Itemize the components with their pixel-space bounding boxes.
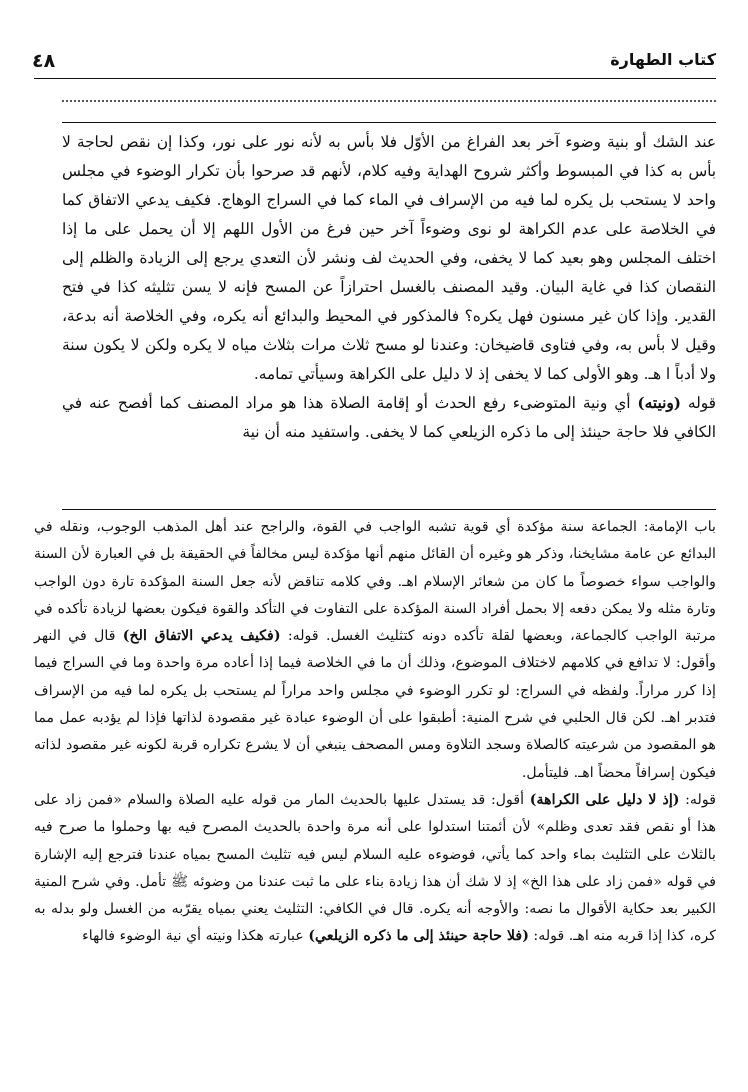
running-head: كتاب الطهارة: [610, 50, 716, 69]
footnote-paragraph-2: [34, 787, 716, 951]
fn2-text-a: قوله:: [679, 791, 716, 808]
header-rule: [34, 78, 716, 79]
fn2-text-c: عبارته هكذا ونيته أي نية الوضوء فالهاء: [82, 928, 309, 945]
fn1-heading: (فكيف يدعي الاتفاق الخ): [122, 628, 281, 645]
main-text-top-rule: [62, 122, 716, 123]
main-paragraph-2: [62, 389, 716, 447]
footnote-separator-rule: [62, 509, 716, 510]
fn2-heading-2: (فلا حاجة حينئذ إلى ما ذكره الزيلعي): [308, 928, 529, 945]
fn2-heading-1: (إذ لا دليل على الكراهة): [529, 791, 680, 808]
fn1-text-b: قال في النهر وأقول: لا تدافع في كلامهم لاختلاف الموضوع، وذلك أن ما في الخلاصة فيما إذا أعاده مرة واحدة وما في السراج فيما إذا كرر مراراً. ولفظه في السراج: لو تكرر الوضوء في مجلس واحد مراراً لم يستحب بل يكره لما فيه من الإسراف فتدبر اهـ. لكن قال الحلبي في شرح المنية: أطبقوا على أن الوضوء عبادة غير مقصودة لذاتها فإذا لم يؤدبه عمل مما هو المقصود من شرعيته كالصلاة وسجد التلاوة ومس المصحف ينبغي أن لا يشرع تكراره قربة لكونه غير مقصود لذاته فيكون إسرافاً محضاً اهـ. فليتأمل.: [34, 628, 716, 781]
main-p2-heading: (ونيته): [637, 394, 681, 412]
footnote-commentary: [34, 514, 716, 951]
page-header: [32, 48, 716, 76]
fn1-text-a: باب الإمامة: الجماعة سنة مؤكدة أي قوية تشبه الواجب في القوة، والراجح عند أهل المذهب الوجوب، ونقله في البدائع عن عامة مشايخنا، وذكر هو وغيره أن القائل منهم أنها مؤكدة ليس مخالفاً في الحقيقة بل في العبارة لأن السنة والواجب سواء خصوصاً ما كان من شعائر الإسلام اهـ. وفي كلامه تناقض لأنه جعل السنة المؤكدة تارة دون الواجب وتارة مثله ولا يمكن دفعه إلا بحمل أفراد السنة المؤكدة على التفاوت في التأكد والقوة فيكون بعضها لزيادة تأكده في مرتبة الواجب كالجماعة، وبعضها لقلة تأكده دونه كتثليث الغسل. قوله:: [34, 519, 716, 645]
fn2-text-b: أقول: قد يستدل عليها بالحديث المار من قوله عليه الصلاة والسلام «فمن زاد على هذا أو نقص فقد تعدى وظلم» لأن أئمتنا استدلوا على أنه مرة واحدة بالحديث المصرح فيه بها وحملوا ما صرح فيه بالثلاث على التثليث بماء واحد كما يأتي، فوضوءه عليه السلام ليس فيه تثليث المسح بمياه عندنا فترجع إليه الإشارة في قوله «فمن زاد على هذا الخ» إذ لا شك أن هذا زيادة بناء على ما ثبت عندنا من وضوئه ﷺ تأمل. وفي شرح المنية الكبير بعد حكاية الأقوال ما نصه: والأوجه أنه يكره. قال في الكافي: التثليث يعني بمياه يقرّبه من الغسل ولو بدله به كره، كذا إذا قربه منه اهـ. قوله:: [34, 791, 716, 945]
footnote-paragraph-1: [34, 514, 716, 787]
main-p2-body: أي ونية المتوضىء رفع الحدث أو إقامة الصلاة هذا هو مراد المصنف كما أفصح عنه في الكافي فلا حاجة حينئذ إلى ما ذكره الزيلعي كما لا يخفى. واستفيد منه أن نية: [62, 394, 716, 441]
page-number: ٤٨: [32, 50, 56, 72]
main-paragraph-1: عند الشك أو بنية وضوء آخر بعد الفراغ من الأوّل فلا بأس به لأنه نور على نور، وكذا إن نقص لحاجة لا بأس به كذا في المبسوط وأكثر شروح الهداية وفيه كلام، لأنهم قد صرحوا بأن تكرار الوضوء في مجلس واحد لا يستحب بل يكره لما فيه من الإسراف في الماء كما في السراج الوهاج. فكيف يدعي الاتفاق كما في الخلاصة على عدم الكراهة لو نوى وضوءاً آخر حين فرغ من الأول اللهم إلا أن يحمل على ما إذا اختلف المجلس وهو بعيد كما لا يخفى، وفي الحديث لف ونشر لأن التعدي يرجع إلى الزيادة والظلم إلى النقصان كذا في غاية البيان. وقيد المصنف بالغسل احترازاً عن المسح فإنه لا يسن تثليثه كذا في فتح القدير. وإذا كان غير مسنون فهل يكره؟ فالمذكور في المحيط والبدائع أنه يكره، وفي الخلاصة أنه بدعة، وقيل لا بأس به، وفي فتاوى قاضيخان: وعندنا لو مسح ثلاث مرات بثلاث مياه لا يكره ولكن لا يكون سنة ولا أدباً ا هـ. وهو الأولى كما لا يخفى إذ لا دليل على الكراهة وسيأتي تمامه.: [62, 133, 716, 383]
main-text: [62, 128, 716, 447]
main-p2-prefix: قوله: [680, 394, 716, 412]
dotted-separator: [62, 100, 716, 102]
